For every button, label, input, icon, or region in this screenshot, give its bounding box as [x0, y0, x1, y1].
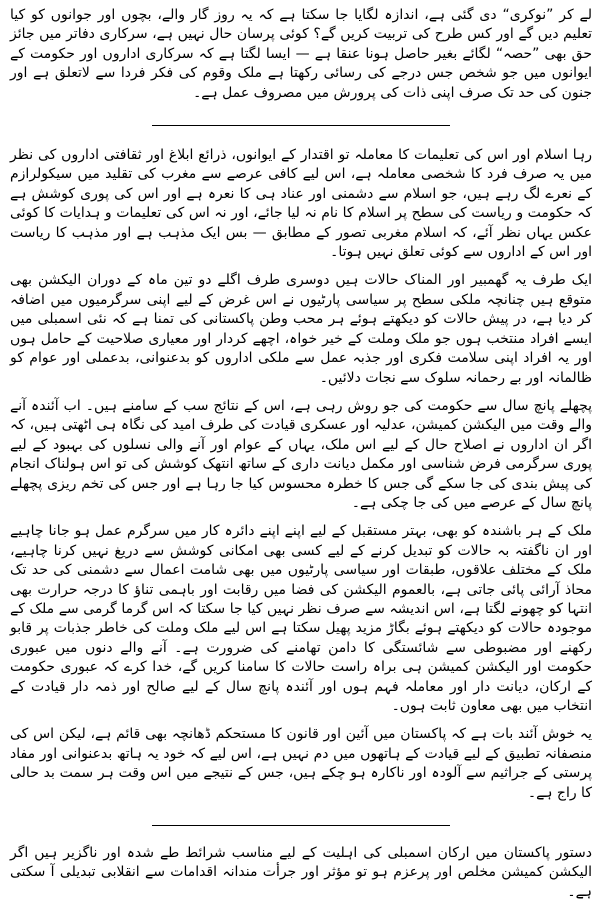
- paragraph-3: ایک طرف یہ گھمبیر اور المناک حالات ہیں دوسری طرف اگلے دو تین ماہ کے دوران الیکشن بھی متوقع ہیں چنانچہ ملکی سطح پر سیاسی پارٹیوں نے اس غرض کے لیے اپنی سرگرمیوں میں اضافہ کر دیا ہے، در پیش حالات کو دیکھتے ہوئے ہر محب وطن پاکستانی کی تمنا ہے کہ نئی اسمبلی میں ایسے افراد منتخب ہوں جو ملک وملت کے خیر خواہ، اچھے کردار اور معیاری صلاحیت کے حامل ہوں اور یہ افراد اپنی سلامت فکری اور جذبہ عمل سے ملکی اداروں کو بدعنوانی، بدعملی اور عوام کو ظالمانہ اور بے رحمانہ سلوک سے نجات دلائیں۔: [10, 272, 592, 386]
- paragraph-1: لے کر ”نوکری“ دی گئی ہے، اندازہ لگایا جا سکتا ہے کہ یہ روز گار والے، بچوں اور جوانوں کو کیا تعلیم دیں گے اور کس طرح کی تربیت کریں گے؟ کوئی پرسان حال نہیں ہے، سرکاری دفاتر میں جائز حق بھی ”حصہ“ لگائے بغیر حاصل ہونا عنقا ہے — ایسا لگتا ہے کہ سرکاری اداروں اور حکومت کے ایوانوں میں جو شخص جس درجے کی رسائی رکھتا ہے ملک وقوم کی فکر فردا سے لاتعلق ہے اور جنون کی حد تک صرف اپنی ذات کی پرورش میں مصروف عمل ہے۔: [10, 7, 592, 101]
- paragraph-5: ملک کے ہر باشندہ کو بھی، بہتر مستقبل کے لیے اپنے اپنے دائرہ کار میں سرگرم عمل ہو جانا چاہیے اور ان ناگفتہ بہ حالات کو تبدیل کرنے کے لیے کسی بھی امکانی کوشش سے دریغ نہیں کرنا چاہیے، ملک کے مختلف علاقوں، طبقات اور سیاسی پارٹیوں میں بھی شامت اعمال سے دشمنی کی حد تک محاذ آرائی پائی جاتی ہے، بالعموم الیکشن کی فضا میں رقابت اور باہمی تناؤ کا درجہ حرارت بھی انتہا کو چھونے لگتا ہے، اس اندیشہ سے صرف نظر نہیں کیا جا سکتا کہ اس گرما گرمی سے ملک کے موجودہ حالات کو دیکھتے ہوئے بگاڑ مزید پھیل سکتا ہے اس لیے ملک وملت کی خاطر جذبات پر قابو رکھنے اور مضبوطی سے شائستگی کا دامن تھامنے کی ضرورت ہے۔ آنے والے دنوں میں عبوری حکومت اور الیکشن کمیشن ہی براہ راست حالات کا سامنا کریں گے، خدا کرے کہ عبوری حکومت کے ارکان، دیانت دار اور معاملہ فہم ہوں اور آئندہ پانچ سال کے لیے صالح اور ذمہ دار قیادت کے انتخاب میں بھی معاون ثابت ہوں۔: [10, 523, 592, 714]
- section-divider: [152, 825, 450, 826]
- paragraph-2: رہا اسلام اور اس کی تعلیمات کا معاملہ تو اقتدار کے ایوانوں، ذرائع ابلاغ اور ثقافتی اداروں کی نظر میں یہ صرف فرد کا شخصی معاملہ ہے، اس لیے کافی عرصے سے مغرب کی تقلید میں سیکولرازم کے نعرے لگ رہے ہیں، جو اسلام سے دشمنی اور عناد ہی کا نعرہ ہے اور اس کی پوری کوشش ہے کہ حکومت و ریاست کی سطح پر اسلام کا نام نہ لیا جائے، اور نہ اس کی تعلیمات و ہدایات کا کوئی عکس یہاں نظر آئے، کہ اسلام مغربی تصور کے مطابق — بس ایک مذہب ہے اور مذہب کا ریاست اور اس کے اداروں سے کوئی تعلق نہیں ہوتا۔: [10, 147, 592, 261]
- article-page: [10, 6, 592, 902]
- paragraph-4: پچھلے پانچ سال سے حکومت کی جو روش رہی ہے، اس کے نتائج سب کے سامنے ہیں۔ اب آئندہ آنے والے وقت میں الیکشن کمیشن، عدلیہ اور عسکری قیادت کی طرف امید کی نگاہ ہی اٹھتی ہیں، کہ اگر ان اداروں نے اصلاح حال کے لیے اس ملک، یہاں کے عوام اور آنے والی نسلوں کی بہبود کے لیے پوری سرگرمی فرض شناسی اور مکمل دیانت داری کے ساتھ انتھک کوشش کی تو اس ہولناک انجام کی پیش بندی کی جا سکے گی جس کا خطرہ محسوس کیا جا رہا ہے اور جس کی تخم ریزی پچھلے پانچ سال کے عرصے میں کی جا چکی ہے۔: [10, 397, 592, 511]
- paragraph-6: یہ خوش آئند بات ہے کہ پاکستان میں آئین اور قانون کا مستحکم ڈھانچہ بھی قائم ہے، لیکن اس کی منصفانہ تطبیق کے لیے قیادت کے ہاتھوں میں دم نہیں ہے، اس لیے کہ خود یہ ہاتھ بدعنوانی اور مفاد پرستی کے جراثیم سے آلودہ اور ناکارہ ہو چکے ہیں، جس کے نتیجے میں اس وقت ہر سمت بد حالی کا راج ہے۔: [10, 726, 592, 801]
- section-divider: [152, 125, 450, 126]
- paragraph-7: دستور پاکستان میں ارکان اسمبلی کی اہلیت کے لیے مناسب شرائط طے شدہ اور ناگزیر ہیں اگر الیکشن کمیشن مخلص اور پرعزم ہو تو مؤثر اور جرأت مندانہ اقدامات سے انقلابی تبدیلی آ سکتی ہے۔: [10, 845, 592, 900]
